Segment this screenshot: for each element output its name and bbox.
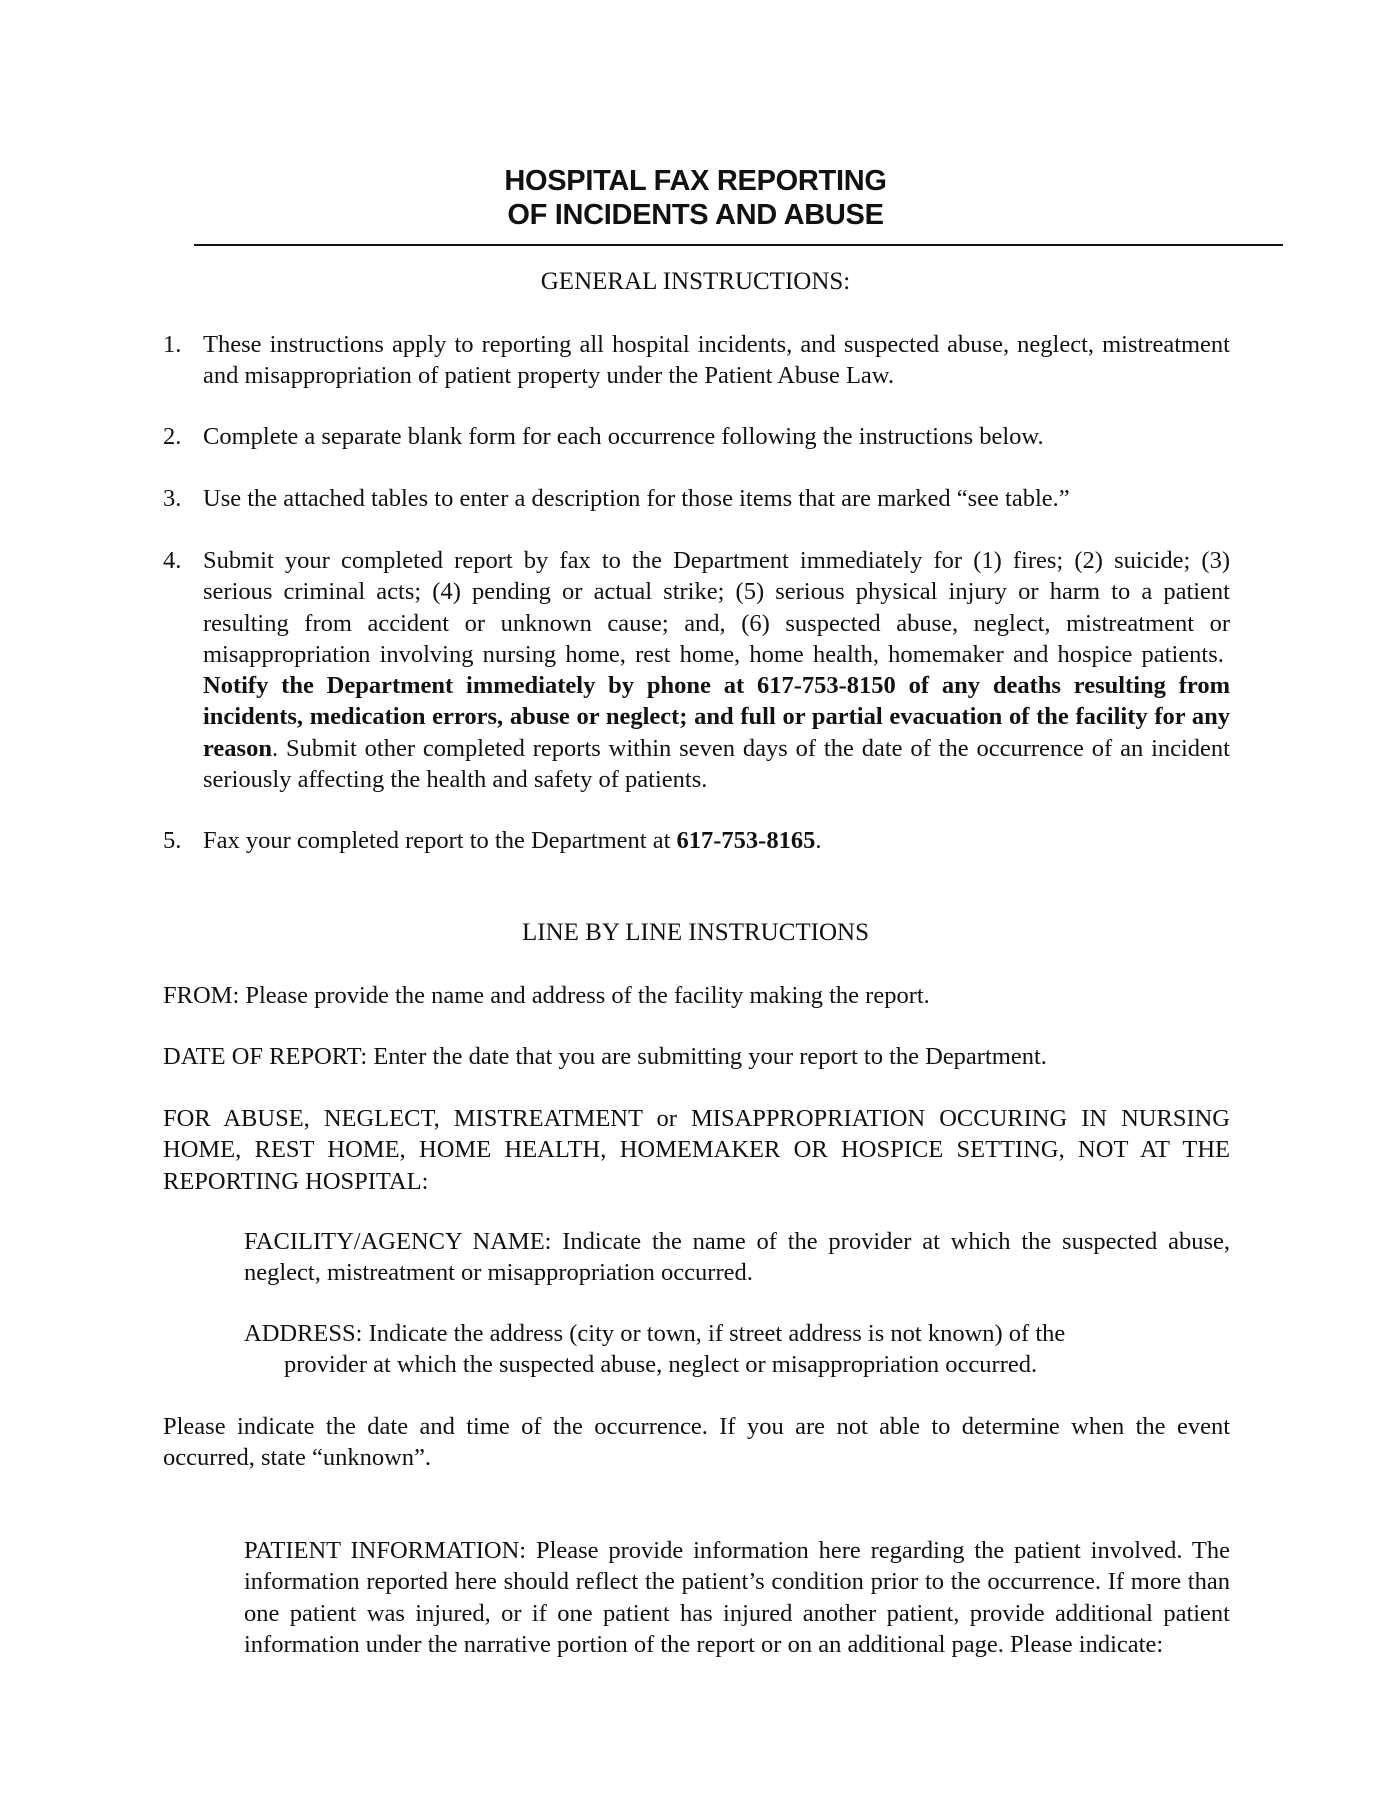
instruction-text: These instructions apply to reporting all hospital incidents, and suspected abuse, neglect, mistreatment and misappropriation of patient property under the Patient Abuse Law.: [203, 331, 1230, 390]
instruction-item-2: [203, 421, 1230, 452]
document-title-line-1: HOSPITAL FAX REPORTING: [504, 165, 887, 197]
date-time-instruction: Please indicate the date and time of the occurrence. If you are not able to determine when the event occurred, state “unknown”.: [163, 1413, 1230, 1472]
facility-name-instruction: FACILITY/AGENCY NAME: Indicate the name of the provider at which the suspected abuse, neglect, mistreatment or misappropriation occurred.: [244, 1228, 1230, 1287]
document-title-line-2: OF INCIDENTS AND ABUSE: [507, 199, 884, 231]
instruction-text: Complete a separate blank form for each occurrence following the instructions below.: [203, 423, 1044, 450]
from-instruction: FROM: Please provide the name and address of the facility making the report.: [163, 982, 930, 1009]
general-instructions-heading: GENERAL INSTRUCTIONS:: [540, 268, 851, 295]
instruction-text: .: [815, 827, 822, 854]
date-of-report-instruction: DATE OF REPORT: Enter the date that you are submitting your report to the Department.: [163, 1043, 1047, 1070]
abuse-setting-instruction: FOR ABUSE, NEGLECT, MISTREATMENT or MISAPPROPRIATION OCCURING IN NURSING HOME, REST HOME, HOME HEALTH, HOMEMAKER OR HOSPICE SETTING, NOT AT THE REPORTING HOSPITAL:: [163, 1105, 1230, 1195]
address-instruction-line-2: provider at which the suspected abuse, neglect or misappropriation occurred.: [284, 1351, 1038, 1378]
instruction-text: Use the attached tables to enter a description for those items that are marked “see table.”: [203, 485, 1070, 512]
item-number: 2.: [163, 423, 182, 450]
line-by-line-heading: LINE BY LINE INSTRUCTIONS: [522, 919, 869, 946]
item-number: 4.: [163, 547, 182, 574]
item-number: 3.: [163, 485, 182, 512]
patient-information-instruction: PATIENT INFORMATION: Please provide information here regarding the patient involved. The information reported here should reflect the patient’s condition prior to the occurrence. If more than one patient was injured, or if one patient has injured another patient, provide additional patient information under the narrative portion of the report or on an additional page. Please indicate:: [244, 1537, 1230, 1658]
instruction-item-5: [203, 825, 1230, 856]
instruction-text: . Submit other completed reports within seven days of the date of the occurrence of an incident seriously affecting the health and safety of patients.: [203, 734, 1230, 794]
item-number: 5.: [163, 827, 182, 854]
phone-notification-emphasis: Notify the Department immediately by phone at 617-753-8150 of any deaths resulting from incidents, medication errors, abuse or neglect; and full or partial evacuation of the facility for any reason: [203, 672, 1230, 762]
instruction-text: Fax your completed report to the Department at: [203, 827, 677, 854]
title-divider: [194, 244, 1283, 246]
instruction-item-4: [203, 545, 1230, 795]
item-number: 1.: [163, 331, 182, 358]
instruction-item-1: [203, 329, 1230, 392]
instruction-item-3: [203, 483, 1230, 514]
address-instruction-line-1: ADDRESS: Indicate the address (city or town, if street address is not known) of the: [244, 1320, 1066, 1347]
instruction-text: Submit your completed report by fax to the Department immediately for (1) fires; (2) suicide; (3) serious criminal acts; (4) pending or actual strike; (5) serious physical injury or harm to a patient resulting from accident or unknown cause; and, (6) suspected abuse, neglect, mistreatment or misappropriation involving nursing home, rest home, home health, homemaker and hospice patients.: [203, 547, 1230, 668]
fax-number: 617-753-8165: [676, 827, 816, 854]
